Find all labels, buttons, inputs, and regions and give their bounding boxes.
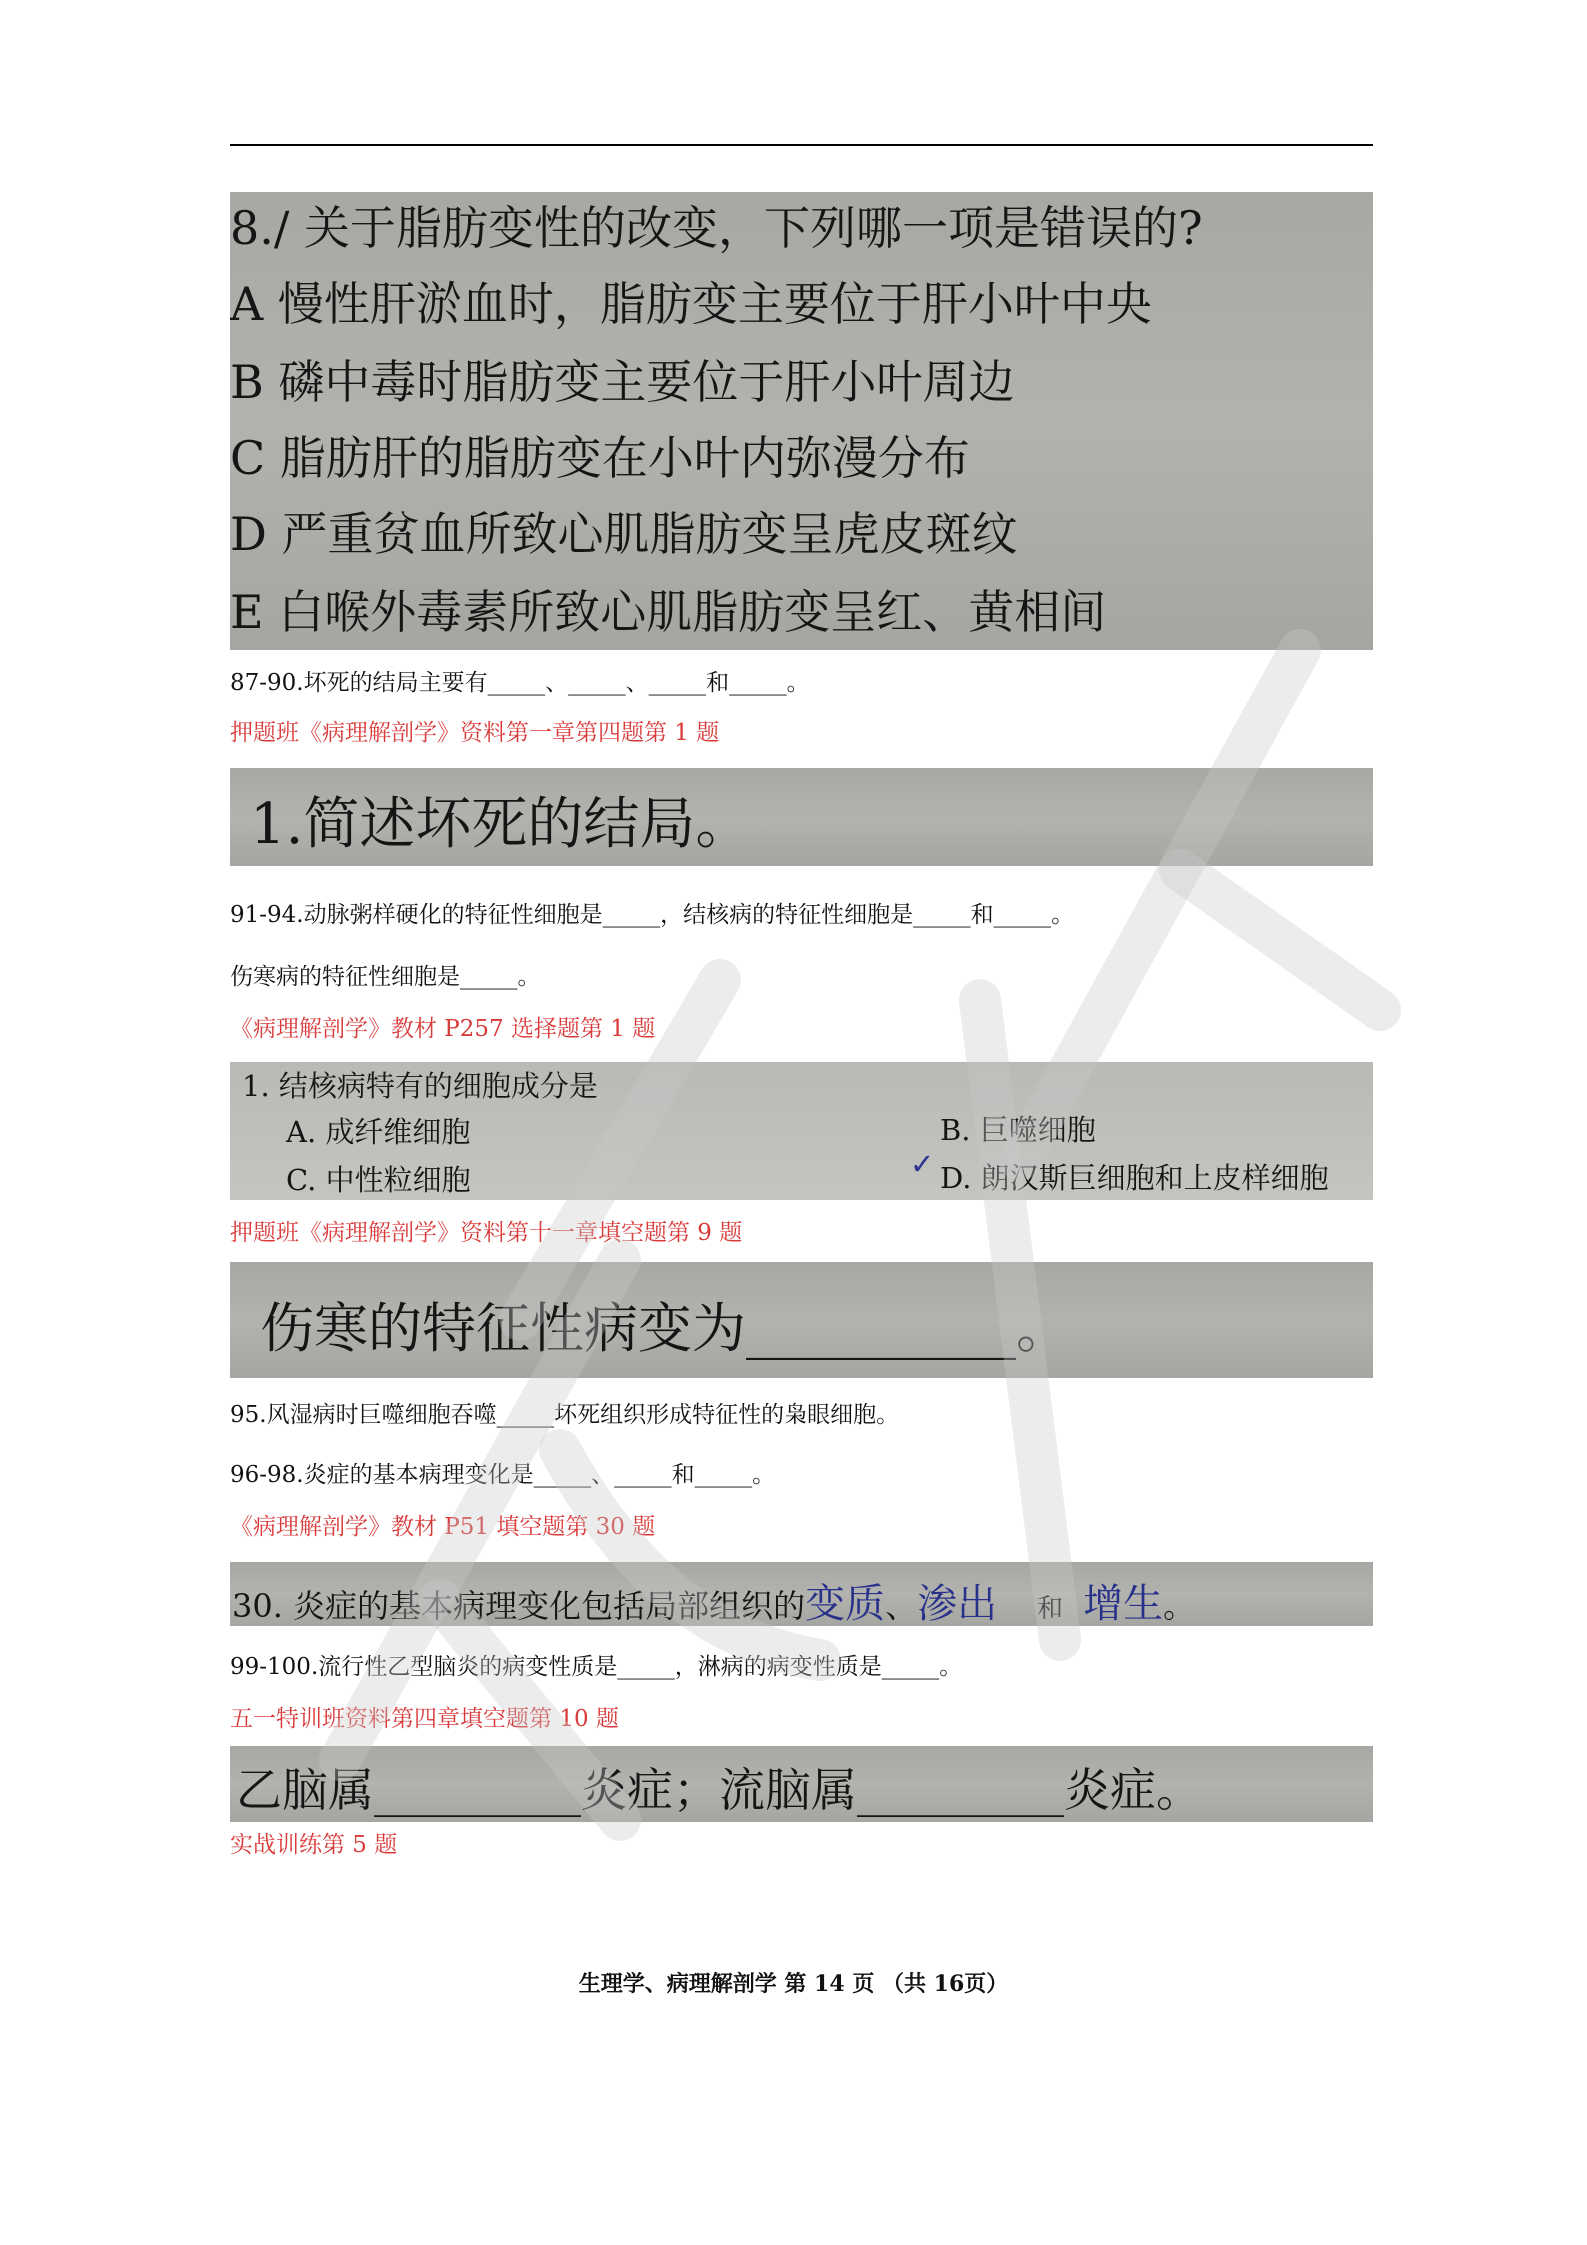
handwritten-answer: 变质	[805, 1581, 886, 1626]
question-photo-typhoid	[230, 1262, 1373, 1378]
question-photo-necrosis	[230, 768, 1373, 866]
header-rule	[230, 144, 1373, 146]
check-mark-icon: ✓	[910, 1147, 935, 1181]
reference-note: 《病理解剖学》教材 P257 选择题第 1 题	[230, 1016, 656, 1042]
question-96-98: 96-98.炎症的基本病理变化是_____、_____和_____。	[230, 1462, 776, 1488]
photo-question-text: 1. 结核病特有的细胞成分是	[242, 1069, 598, 1103]
photo-question-text: 乙脑属_________炎症；流脑属_________炎症。	[236, 1763, 1202, 1817]
handwritten-answer: 渗出	[917, 1581, 998, 1626]
photo-question-text: 1.简述坏死的结局。	[250, 792, 752, 857]
question-photo-inflammation	[230, 1562, 1373, 1626]
handwritten-answer: 增生	[1083, 1581, 1164, 1626]
page-footer: 生理学、病理解剖学 第 14 页 （共 16页）	[578, 1971, 1009, 1997]
end-mark: 。	[1163, 1587, 1196, 1625]
photo-option-b: B. 巨噬细胞	[940, 1113, 1096, 1147]
separator: 、	[885, 1587, 918, 1625]
reference-note: 《病理解剖学》教材 P51 填空题第 30 题	[230, 1514, 656, 1540]
question-99-100: 99-100.流行性乙型脑炎的病变性质是_____，淋病的病变性质是_____。	[230, 1654, 963, 1680]
question-87-90: 87-90.坏死的结局主要有_____、_____、_____和_____。	[230, 670, 810, 696]
photo-question-text: 伤寒的特征性病变为__________。	[260, 1297, 1070, 1360]
question-91-94: 91-94.动脉粥样硬化的特征性细胞是_____，结核病的特征性细胞是_____和_____。	[230, 902, 1075, 928]
photo-option-c: C. 中性粒细胞	[286, 1163, 471, 1197]
photo-option-a: A. 成纤维细胞	[286, 1115, 471, 1149]
reference-note: 五一特训班资料第四章填空题第 10 题	[230, 1706, 619, 1732]
photo-question-text: 8./ 关于脂肪变性的改变，下列哪一项是错误的?	[230, 201, 1203, 255]
reference-note: 实战训练第 5 题	[230, 1832, 398, 1858]
photo-answer-line	[232, 1572, 1195, 1626]
photo-option-d: D 严重贫血所致心肌脂肪变呈虎皮斑纹	[230, 507, 1018, 561]
reference-note: 押题班《病理解剖学》资料第一章第四题第 1 题	[230, 720, 720, 746]
question-photo-encephalitis	[230, 1746, 1373, 1822]
photo-question-text: 30. 炎症的基本病理变化包括局部组织的	[232, 1587, 806, 1625]
conjunction: 和	[1037, 1594, 1064, 1624]
question-91-94-continued: 伤寒病的特征性细胞是_____。	[230, 964, 541, 990]
photo-option-a: A 慢性肝淤血时，脂肪变主要位于肝小叶中央	[230, 277, 1152, 331]
question-photo-tuberculosis	[230, 1062, 1373, 1200]
photo-option-d: D. 朗汉斯巨细胞和上皮样细胞	[940, 1161, 1329, 1195]
photo-option-e: E 白喉外毒素所致心肌脂肪变呈红、黄相间	[230, 585, 1107, 639]
question-photo-fatty-change	[230, 192, 1373, 650]
photo-option-c: C 脂肪肝的脂肪变在小叶内弥漫分布	[230, 431, 970, 485]
reference-note: 押题班《病理解剖学》资料第十一章填空题第 9 题	[230, 1220, 743, 1246]
photo-option-b: B 磷中毒时脂肪变主要位于肝小叶周边	[230, 355, 1015, 409]
question-95: 95.风湿病时巨噬细胞吞噬_____坏死组织形成特征性的枭眼细胞。	[230, 1402, 900, 1428]
